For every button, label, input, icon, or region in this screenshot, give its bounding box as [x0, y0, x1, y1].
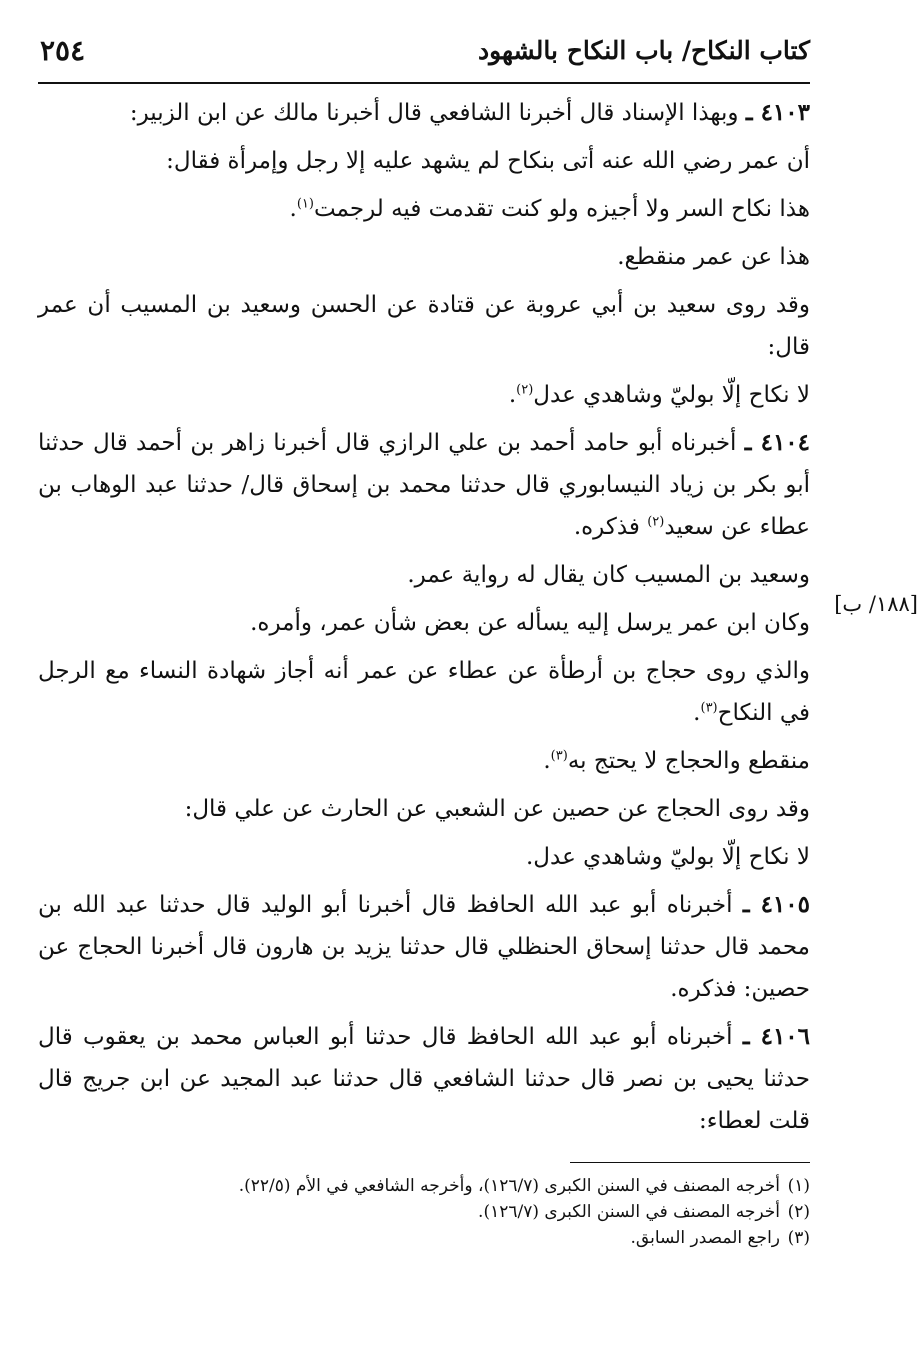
footnote-text: أخرجه المصنف في السنن الكبرى (١٢٦/٧)، وأخرجه الشافعي في الأم (٢٢/٥).	[238, 1176, 780, 1196]
paragraph-text: لا نكاح إلّا بوليّ وشاهدي عدل	[533, 382, 810, 408]
paragraph-text: أن عمر رضي الله عنه أتى بنكاح لم يشهد عليه إلا رجل وإمرأة فقال:	[166, 148, 810, 174]
page-body	[38, 92, 918, 1142]
text-paragraph	[38, 140, 810, 182]
paragraph-text: هذا عن عمر منقطع.	[617, 244, 810, 270]
paragraph-text: والذي روى حجاج بن أرطأة عن عطاء عن عمر أنه أجاز شهادة النساء مع الرجل في النكاح	[38, 658, 810, 726]
paragraph-text: أخبرناه أبو حامد أحمد بن علي الرازي قال أخبرنا زاهر بن أحمد قال حدثنا أبو بكر بن زياد النيسابوري قال حدثنا محمد بن إسحاق قال/ حدثنا عبد الوهاب بن عطاء عن سعيد	[38, 430, 810, 540]
paragraph-text: وقد روى الحجاج عن حصين عن الشعبي عن الحارث عن علي قال:	[184, 796, 810, 822]
page	[38, 30, 918, 1340]
margin-folio-note: [١٨٨/ ب]	[834, 592, 918, 616]
footnote-reference: (٢)	[516, 382, 534, 398]
paragraph-tail: فذكره.	[573, 514, 648, 540]
hadith-paragraph	[38, 884, 810, 1010]
paragraph-text: وقد روى سعيد بن أبي عروبة عن قتادة عن الحسن وسعيد بن المسيب أن عمر قال:	[38, 292, 810, 360]
footnote-number: (٣)	[787, 1228, 810, 1248]
text-paragraph	[38, 554, 810, 596]
text-paragraph	[38, 788, 810, 830]
hadith-number: ٤١٠٤ ـ	[744, 429, 811, 456]
text-paragraph	[38, 650, 810, 734]
text-paragraph	[38, 836, 810, 878]
paragraph-tail: .	[693, 700, 701, 726]
hadith-paragraph	[38, 92, 810, 134]
paragraph-tail: .	[289, 196, 297, 222]
paragraph-tail: .	[543, 748, 551, 774]
footnote-text: راجع المصدر السابق.	[630, 1228, 780, 1248]
footnote-reference: (٣)	[550, 748, 568, 764]
footnote-reference: (٢)	[647, 514, 665, 530]
running-title: كتاب النكاح/ باب النكاح بالشهود	[477, 36, 810, 65]
footnote	[38, 1199, 810, 1225]
footnote-divider	[570, 1162, 810, 1163]
paragraph-text: منقطع والحجاج لا يحتج به	[567, 748, 810, 774]
text-paragraph	[38, 284, 810, 368]
paragraph-tail: .	[508, 382, 517, 408]
text-paragraph	[38, 236, 810, 278]
paragraph-text: وسعيد بن المسيب كان يقال له رواية عمر.	[407, 562, 810, 588]
text-paragraph	[38, 374, 810, 416]
footnote-number: (٢)	[787, 1202, 810, 1222]
hadith-number: ٤١٠٥ ـ	[742, 891, 810, 918]
hadith-paragraph	[38, 1016, 810, 1142]
text-paragraph	[38, 188, 810, 230]
hadith-number: ٤١٠٣ ـ	[745, 99, 810, 126]
footnotes	[38, 1173, 810, 1251]
footnote	[38, 1173, 810, 1199]
hadith-number: ٤١٠٦ ـ	[742, 1023, 811, 1050]
text-paragraph	[38, 740, 810, 782]
footnote-number: (١)	[787, 1176, 810, 1196]
paragraph-text: وكان ابن عمر يرسل إليه يسأله عن بعض شأن عمر، وأمره.	[250, 610, 810, 636]
text-paragraph	[38, 602, 810, 644]
paragraph-text: هذا نكاح السر ولا أجيزه ولو كنت تقدمت فيه لرجمت	[313, 196, 810, 222]
footnote	[38, 1225, 810, 1251]
hadith-paragraph	[38, 422, 810, 548]
paragraph-text: أخبرناه أبو عبد الله الحافظ قال حدثنا أبو العباس محمد بن يعقوب قال حدثنا يحيى بن نصر قال حدثنا الشافعي قال حدثنا عبد المجيد عن ابن جريج قال قلت لعطاء:	[38, 1024, 810, 1134]
paragraph-text: وبهذا الإسناد قال أخبرنا الشافعي قال أخبرنا مالك عن ابن الزبير:	[129, 100, 739, 126]
paragraph-text: أخبرناه أبو عبد الله الحافظ قال أخبرنا أبو الوليد قال حدثنا عبد الله بن محمد قال حدثنا إسحاق الحنظلي قال حدثنا يزيد بن هارون قال أخبرنا الحجاج عن حصين: فذكره.	[38, 892, 810, 1002]
page-header	[38, 30, 810, 84]
footnote-reference: (٣)	[700, 700, 718, 716]
footnote-text: أخرجه المصنف في السنن الكبرى (١٢٦/٧).	[478, 1202, 780, 1222]
paragraph-text: لا نكاح إلّا بوليّ وشاهدي عدل.	[525, 844, 810, 870]
footnote-reference: (١)	[296, 196, 314, 212]
page-number: ٢٥٤	[40, 34, 86, 67]
